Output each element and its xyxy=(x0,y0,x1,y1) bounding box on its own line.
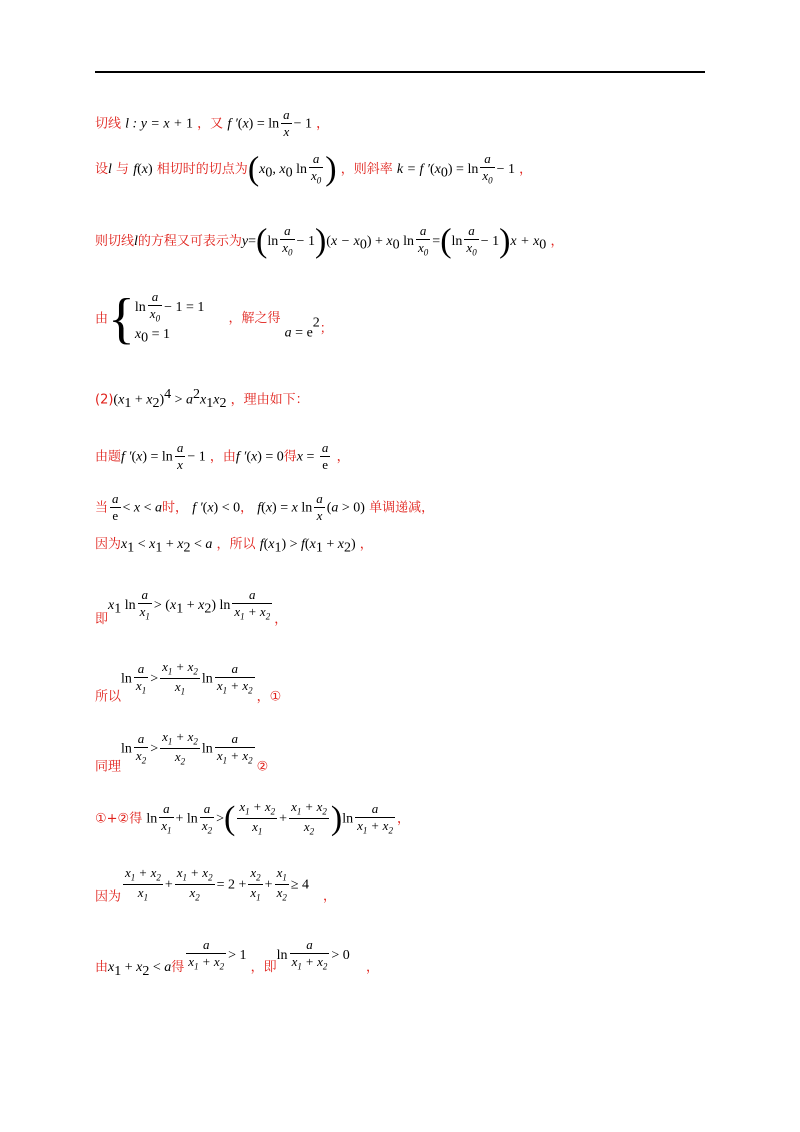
text: 由 xyxy=(95,311,109,327)
formula: a xyxy=(284,325,292,341)
line-because: 因为$x_1 < x_1 + x_2 < a$ ，所以 $f(x_1) > f(x_1 + x_2)$ ， xyxy=(95,537,373,556)
line-inequality: 因为 $\frac{x_1 + x_2}{x_1}$ + $\frac{x_1 + x_2}{x_2}$ = 2 + $\frac{x_2}{x_1}$ + $\frac{x_1}{x_2}$ ≥ 4， xyxy=(95,865,337,905)
text: 即 xyxy=(95,611,109,627)
formula: y xyxy=(241,233,249,249)
line-namely: 即$x_1$ ln $\frac{a}{x_1}$ > $(x_1 + x_2)$ ln $\frac{a}{x_1 + x_2}$ ， xyxy=(95,587,288,627)
text: ，① xyxy=(256,689,282,705)
text: ，即 xyxy=(250,959,277,975)
text: 与 xyxy=(116,161,130,177)
text: 当 xyxy=(95,500,109,516)
formula: l xyxy=(108,161,112,177)
text: ， xyxy=(240,500,254,516)
header-rule xyxy=(95,71,705,73)
text: ， xyxy=(323,889,337,905)
text: 时， xyxy=(162,500,189,516)
text: 则切线 xyxy=(95,233,135,249)
text: ，由 xyxy=(209,449,236,465)
text: ， xyxy=(336,449,350,465)
text: 得 xyxy=(171,959,185,975)
text: 所以 xyxy=(95,689,122,705)
text: (2) xyxy=(95,392,114,408)
text: ，则斜率 xyxy=(340,161,393,177)
text: ，所以 xyxy=(216,537,256,552)
formula: f xyxy=(133,161,138,177)
text: ， xyxy=(274,611,288,627)
text: ，理由如下： xyxy=(230,392,309,408)
text: ， xyxy=(550,233,564,249)
text: 得 xyxy=(283,449,297,465)
line-tangent-point: 设l 与 f(x) 相切时的切点为($x_0$, $x_0$ ln $\frac{a}{x_0}$ ) ，则斜率 k = f $'(x_0) = \ln$ $\frac{a}{x_0}$ − 1 ， xyxy=(95,150,533,188)
formula: f ′ xyxy=(227,116,238,132)
text: 由题 xyxy=(95,449,122,465)
text: ①+②得 xyxy=(95,811,143,827)
text: ， xyxy=(359,537,373,552)
line-so: 所以ln $\frac{a}{x_1}$ > $\frac{x_1 + x_2}{x_1}$ ln $\frac{a}{x_1 + x_2}$ ，① xyxy=(95,659,282,705)
line-sum: ①+②得 ln $\frac{a}{x_1}$ + ln $\frac{a}{x_2}$ >( $\frac{x_1 + x_2}{x_1}$ + $\frac{x_1 + x_2}{x_2}$ )ln $\frac{a}{x_1 + x_2}$ ， xyxy=(95,799,410,838)
fraction: $\frac{a}{x}$ xyxy=(283,107,290,140)
text: 的方程又可表示为 xyxy=(137,233,242,249)
text: 因为 xyxy=(95,537,122,552)
text: 由 xyxy=(95,959,109,975)
formula: ( xyxy=(113,392,119,408)
text: ， xyxy=(519,161,533,177)
line-conclusion: 由$x_1 + x_2 < a$得 $\frac{a}{x_1 + x_2}$ > 1 ，即ln $\frac{a}{x_1 + x_2}$ > 0 ， xyxy=(95,937,379,979)
line-similarly: 同理ln $\frac{a}{x_2}$ > $\frac{x_1 + x_2}{x_2}$ ln $\frac{a}{x_1 + x_2}$ ② xyxy=(95,729,269,775)
formula: k = f ′ xyxy=(396,161,430,177)
text: ； xyxy=(319,321,333,337)
text: 同理 xyxy=(95,759,122,775)
text: 切线 xyxy=(95,116,122,132)
line-part2: $(2)(x_1 + x_2)^4 > a^2x_1x_2$ ，理由如下： xyxy=(95,387,309,411)
system-equations: ln $\frac{a}{x_0}$ − 1 = 1 $x_0 = 1$ xyxy=(134,289,205,346)
text: 设 xyxy=(95,161,109,177)
text: ， xyxy=(396,811,410,827)
text: ， xyxy=(365,959,379,975)
text: 单调递减， xyxy=(369,500,435,516)
line-system: 由{ ln $\frac{a}{x_0}$ − 1 = 1 $x_0 = 1$ ，解之得 $a = e^2$； xyxy=(95,287,333,350)
text: ② xyxy=(256,759,269,775)
line-tangent-def: 切线 l : y = x + 1 ，又 f ′(x) = ln $\frac{a}{x}$ − 1 ， xyxy=(95,107,330,140)
text: ， xyxy=(316,116,330,132)
text: 相切时的切点为 xyxy=(156,161,248,177)
text: 因为 xyxy=(95,889,122,905)
text: ，解之得 xyxy=(228,311,281,327)
line-derivative: 由题f ′(x) = ln $\frac{a}{x}$ − 1 ，由f ′(x) = 0得x = $\frac{a}{e}$ ， xyxy=(95,440,350,473)
line-tangent-equation: 则切线l的方程又可表示为y=(ln $\frac{a}{x_0}$ − $1)(x - x_0) + x_0$ ln $\frac{a}{x_0}$ =(ln $\frac{a}{x_0}$ − $1)x + x_0$ ， xyxy=(95,222,564,260)
formula: l : y = x + xyxy=(125,116,187,132)
line-decreasing: 当 $\frac{a}{e}$ < x < a时， f ′(x) < 0， f(x) = x ln $\frac{a}{x}$ (a > 0) 单调递减， xyxy=(95,491,435,524)
text: ，又 xyxy=(197,116,224,132)
